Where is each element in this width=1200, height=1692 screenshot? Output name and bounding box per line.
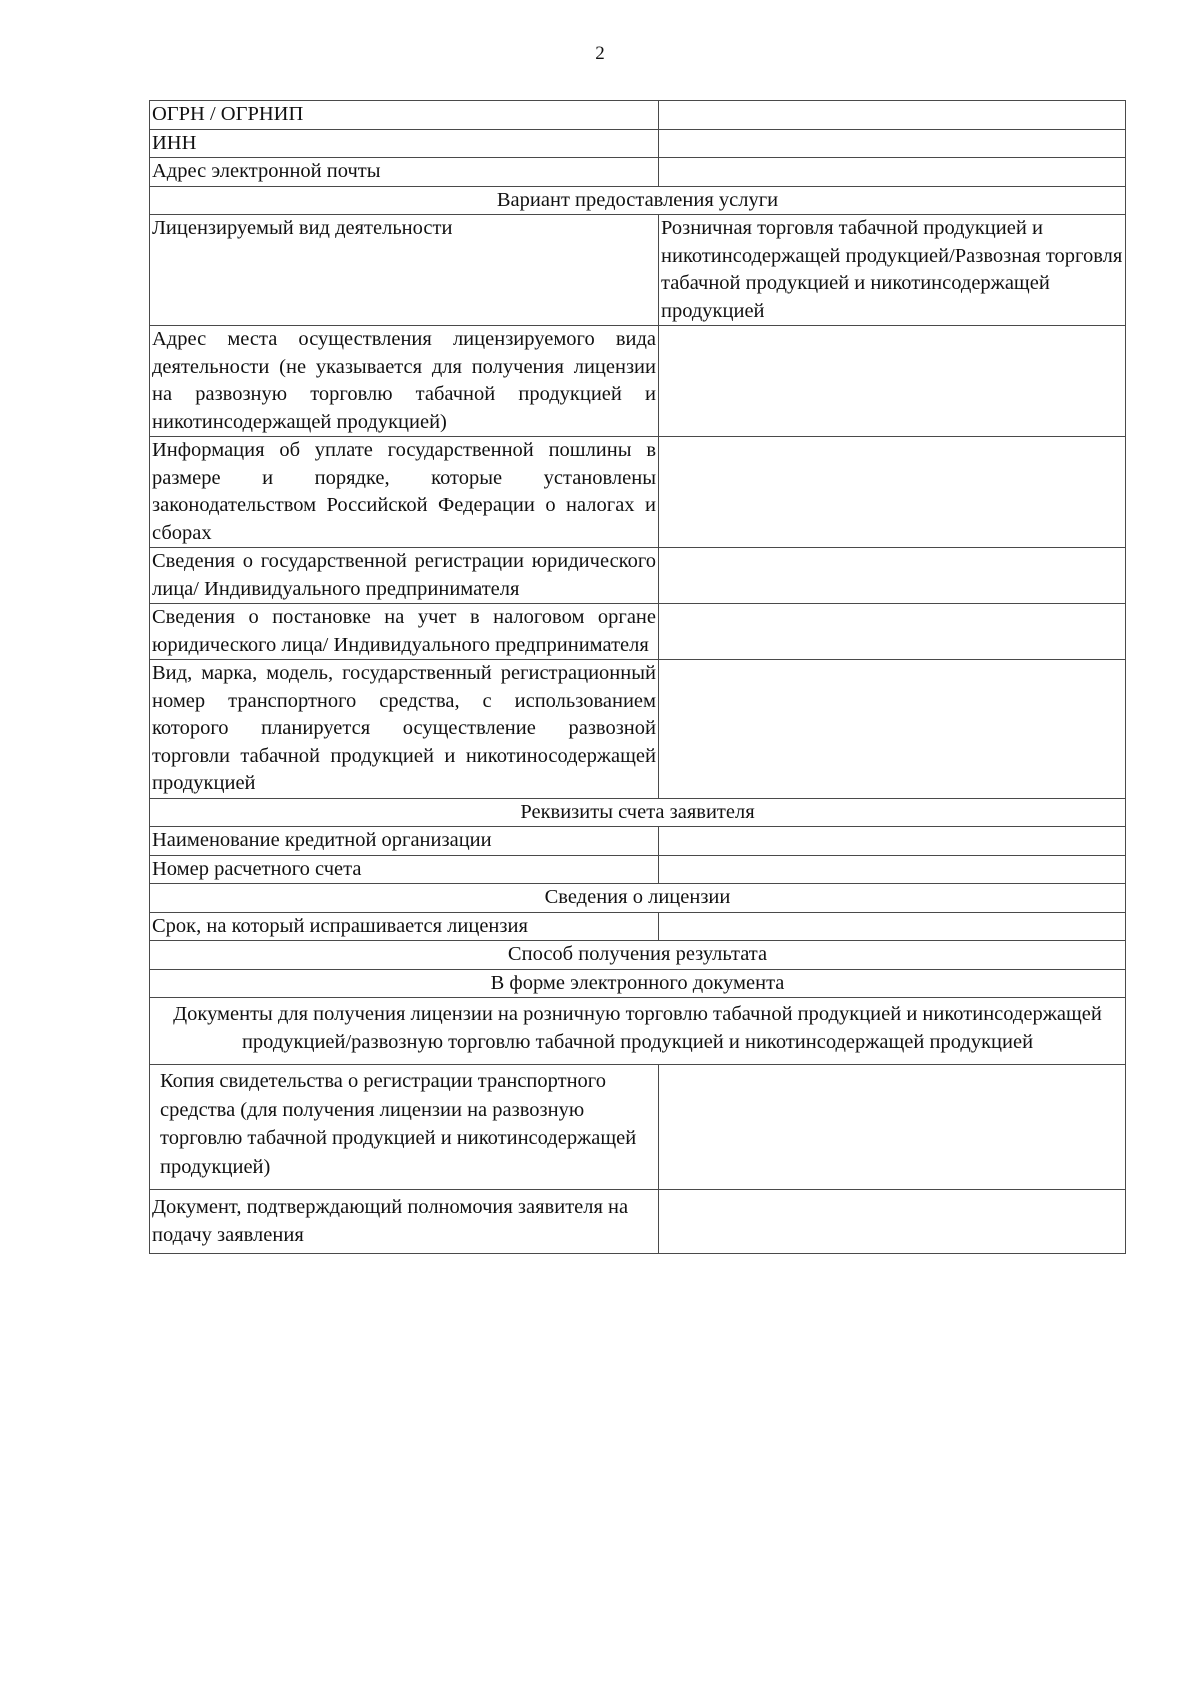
table-row bbox=[150, 884, 1126, 913]
address-label: Адрес места осуществления лицензируемого вида деятельности (не указывается для получения лицензии на развозную торговлю табачной продукцией и никотинсодержащей продукцией) bbox=[150, 326, 659, 437]
activity-value: Розничная торговля табачной продукцией и никотинсодержащей продукцией/Развозная торговля табачной продукцией и никотинсодержащей продукцией bbox=[659, 215, 1126, 326]
section-documents: Документы для получения лицензии на розничную торговлю табачной продукцией и никотинсодержащей продукцией/развозную торговлю табачной продукцией и никотинсодержащей продукцией bbox=[150, 998, 1126, 1065]
table-row bbox=[150, 129, 1126, 158]
table-row bbox=[150, 941, 1126, 970]
vehicle-value[interactable] bbox=[659, 660, 1126, 799]
vehicle-copy-value[interactable] bbox=[659, 1065, 1126, 1190]
section-result-method: Способ получения результата bbox=[150, 941, 1126, 970]
tax-value[interactable] bbox=[659, 604, 1126, 660]
table-row bbox=[150, 660, 1126, 799]
bank-label: Наименование кредитной организации bbox=[150, 827, 659, 856]
table-row bbox=[150, 1190, 1126, 1254]
page-number: 2 bbox=[595, 43, 605, 64]
table-row bbox=[150, 798, 1126, 827]
term-value[interactable] bbox=[659, 912, 1126, 941]
term-label: Срок, на который испрашивается лицензия bbox=[150, 912, 659, 941]
table-row bbox=[150, 1065, 1126, 1190]
account-value[interactable] bbox=[659, 855, 1126, 884]
table-row bbox=[150, 437, 1126, 548]
tax-label: Сведения о постановке на учет в налоговом органе юридического лица/ Индивидуального предпринимателя bbox=[150, 604, 659, 660]
table-row bbox=[150, 827, 1126, 856]
registration-value[interactable] bbox=[659, 548, 1126, 604]
inn-label: ИНН bbox=[150, 129, 659, 158]
activity-label: Лицензируемый вид деятельности bbox=[150, 215, 659, 326]
account-label: Номер расчетного счета bbox=[150, 855, 659, 884]
ogrn-value[interactable] bbox=[659, 101, 1126, 130]
table-row bbox=[150, 548, 1126, 604]
result-method-value: В форме электронного документа bbox=[150, 969, 1126, 998]
table-row bbox=[150, 215, 1126, 326]
table-row bbox=[150, 326, 1126, 437]
table-row bbox=[150, 186, 1126, 215]
authority-label: Документ, подтверждающий полномочия заявителя на подачу заявления bbox=[150, 1190, 659, 1254]
section-service-variant: Вариант предоставления услуги bbox=[150, 186, 1126, 215]
table-row bbox=[150, 101, 1126, 130]
registration-label: Сведения о государственной регистрации юридического лица/ Индивидуального предпринимателя bbox=[150, 548, 659, 604]
table-row bbox=[150, 912, 1126, 941]
authority-value[interactable] bbox=[659, 1190, 1126, 1254]
table-row bbox=[150, 855, 1126, 884]
inn-value[interactable] bbox=[659, 129, 1126, 158]
vehicle-copy-label: Копия свидетельства о регистрации транспортного средства (для получения лицензии на развозную торговлю табачной продукцией и никотинсодержащей продукцией) bbox=[150, 1065, 659, 1190]
table-row bbox=[150, 158, 1126, 187]
section-account-details: Реквизиты счета заявителя bbox=[150, 798, 1126, 827]
bank-value[interactable] bbox=[659, 827, 1126, 856]
vehicle-label: Вид, марка, модель, государственный регистрационный номер транспортного средства, с использованием которого планируется осуществление развозной торговли табачной продукцией и никотиносодержащей продукцией bbox=[150, 660, 659, 799]
application-form-table bbox=[149, 100, 1126, 1254]
fee-value[interactable] bbox=[659, 437, 1126, 548]
table-row bbox=[150, 969, 1126, 998]
ogrn-label: ОГРН / ОГРНИП bbox=[150, 101, 659, 130]
table-row bbox=[150, 998, 1126, 1065]
table-row bbox=[150, 604, 1126, 660]
address-value[interactable] bbox=[659, 326, 1126, 437]
email-value[interactable] bbox=[659, 158, 1126, 187]
email-label: Адрес электронной почты bbox=[150, 158, 659, 187]
section-license-info: Сведения о лицензии bbox=[150, 884, 1126, 913]
fee-label: Информация об уплате государственной пошлины в размере и порядке, которые установлены законодательством Российской Федерации о налогах и сборах bbox=[150, 437, 659, 548]
